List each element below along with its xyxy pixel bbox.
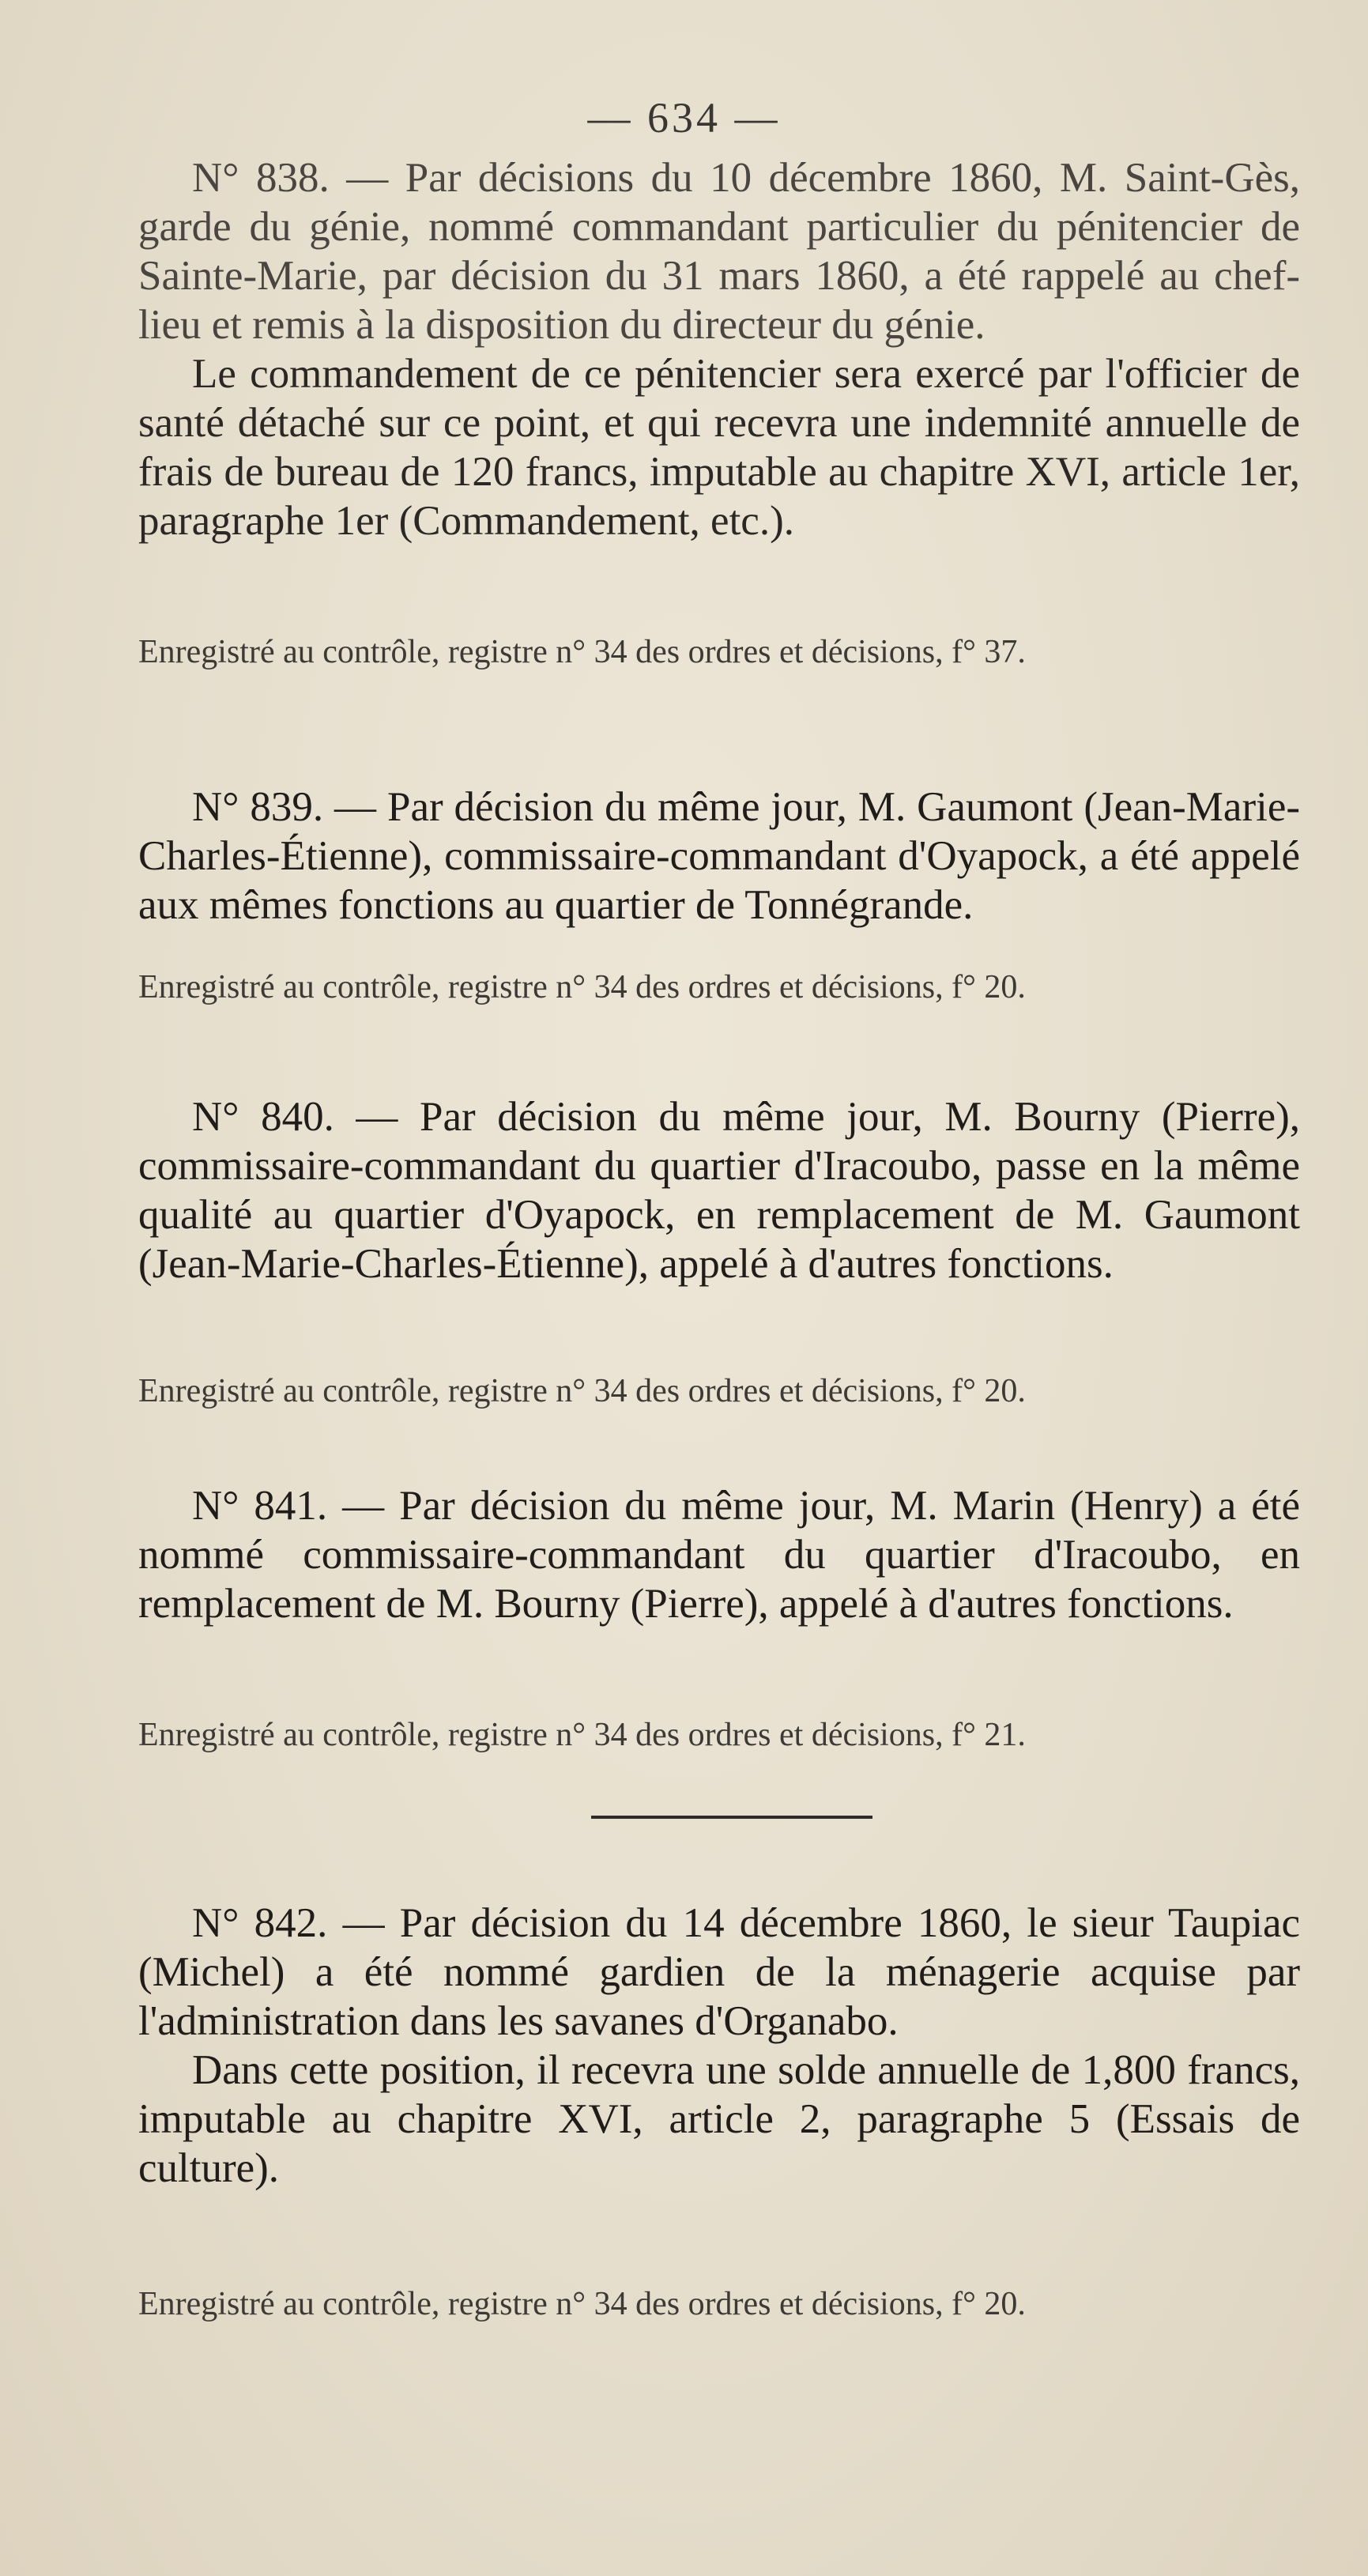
registration-note: Enregistré au contrôle, registre n° 34 des ordres et décisions, f° 20. — [138, 969, 1026, 1005]
entry-paragraph: Dans cette position, il recevra une solde annuelle de 1,800 francs, imputable au chapitre XVI, article 2, paragraphe 5 (Essais de culture). — [138, 2047, 1300, 2191]
entry-838 — [138, 153, 1300, 545]
registration-note: Enregistré au contrôle, registre n° 34 des ordres et décisions, f° 21. — [138, 1717, 1026, 1753]
entry-841 — [138, 1481, 1300, 1628]
entry-paragraph: Le commandement de ce pénitencier sera exercé par l'officier de santé détaché sur ce point, et qui recevra une indemnité annuelle de frais de bureau de 120 francs, imputable au chapitre XVI, article 1er, paragraphe 1er (Commandement, etc.). — [138, 351, 1300, 544]
registration-note: Enregistré au contrôle, registre n° 34 des ordres et décisions, f° 37. — [138, 634, 1026, 670]
entry-paragraph: N° 838. — Par décisions du 10 décembre 1860, M. Saint-Gès, garde du génie, nommé commandant particulier du pénitencier de Sainte-Marie, par décision du 31 mars 1860, a été rappelé au chef-lieu et remis à la disposition du directeur du génie. — [138, 155, 1300, 348]
entry-842 — [138, 1899, 1300, 2193]
section-divider — [591, 1816, 872, 1819]
entry-paragraph: N° 842. — Par décision du 14 décembre 1860, le sieur Taupiac (Michel) a été nommé gardien de la ménagerie acquise par l'administration dans les savanes d'Organabo. — [138, 1900, 1300, 2044]
registration-note: Enregistré au contrôle, registre n° 34 des ordres et décisions, f° 20. — [138, 2286, 1026, 2322]
entry-paragraph: N° 841. — Par décision du même jour, M. Marin (Henry) a été nommé commissaire-commandant du quartier d'Iracoubo, en remplacement de M. Bourny (Pierre), appelé à d'autres fonctions. — [138, 1483, 1300, 1627]
registration-note: Enregistré au contrôle, registre n° 34 des ordres et décisions, f° 20. — [138, 1373, 1026, 1409]
entry-839 — [138, 783, 1300, 930]
entry-paragraph: N° 839. — Par décision du même jour, M. Gaumont (Jean-Marie-Charles-Étienne), commissaire-commandant d'Oyapock, a été appelé aux mêmes fonctions au quartier de Tonnégrande. — [138, 784, 1300, 928]
page-number: — 634 — — [587, 94, 781, 141]
entry-840 — [138, 1092, 1300, 1288]
entry-paragraph: N° 840. — Par décision du même jour, M. Bourny (Pierre), commissaire-commandant du quartier d'Iracoubo, passe en la même qualité au quartier d'Oyapock, en remplacement de M. Gaumont (Jean-Marie-Charles-Étienne), appelé à d'autres fonctions. — [138, 1094, 1300, 1287]
